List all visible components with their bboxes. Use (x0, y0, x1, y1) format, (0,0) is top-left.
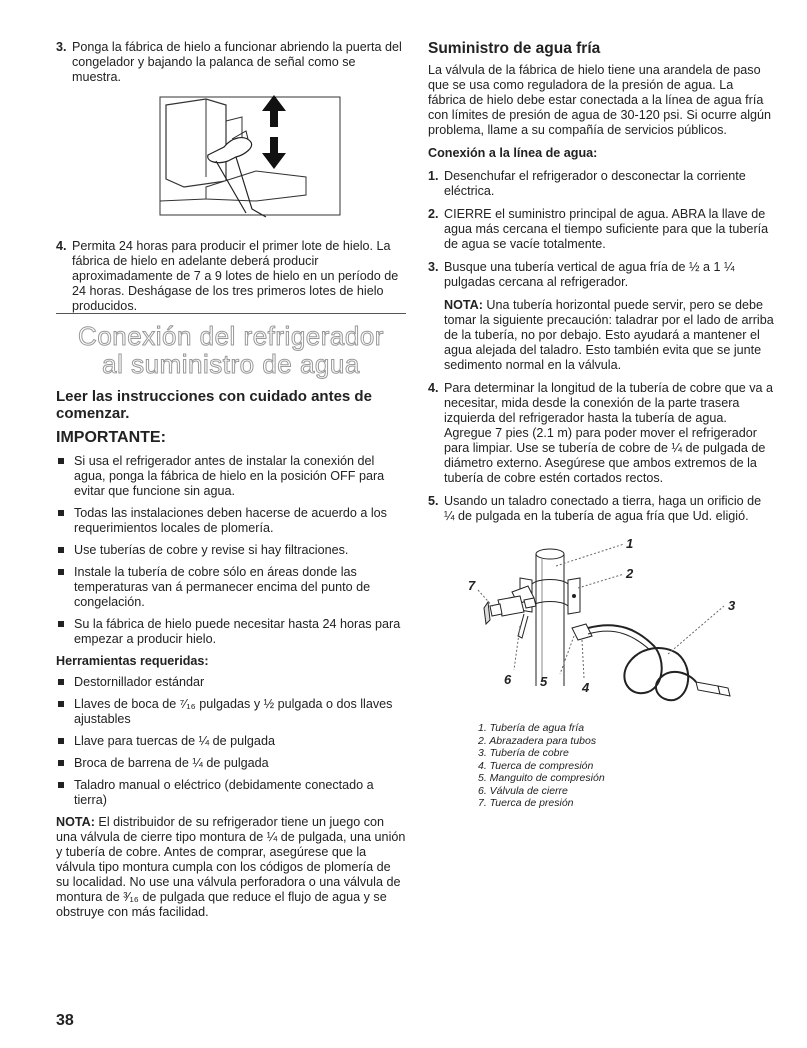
legend-item: 2. Abrazadera para tubos (478, 734, 597, 747)
note-text: El distribuidor de su refrigerador tiene un juego con una válvula de cierre tipo montura de ¼ de pulgada, una unión y tubería de cobre. Antes de comprar, asegúrese que la válvula tipo montura cumpla con los códigos de plomería de su localidad. No use una válvula perforadora o una válvula de montura de ³⁄₁₆ de pulgada que reduce el flujo de agua y se obstruye con más facilidad. (56, 815, 406, 919)
important-list (56, 454, 406, 647)
right-column (428, 40, 774, 810)
step-text: Para determinar la longitud de la tubería de cobre que va a necesitar, mida desde la conexión de la parte trasera izquierda del refrigerador hasta la tubería de agua. Agregue 7 pies (2.1 m) para poder mover el refrigerador para limpiar. Use se tubería de cobre de ¼ de pulgada de diámetro externo. Asegúrese que ambos extremos de la tubería de cobre estén cortados rectos. (444, 381, 774, 485)
read-instructions-heading: Leer las instrucciones con cuidado antes de comenzar. (56, 388, 372, 422)
cold-water-intro: La válvula de la fábrica de hielo tiene una arandela de paso que se usa como reguladora de la presión de agua. La fábrica de hielo debe estar conectada a la línea de agua fría con límites de presión de agua de 30-120 psi. Si ocurre algún problema, llame a su compañía de servicios públicos. (428, 63, 772, 137)
step-3-ice (56, 40, 406, 85)
tools-list (56, 675, 406, 808)
legend-item: 3. Tubería de cobre (478, 747, 569, 759)
section-divider (56, 313, 406, 314)
step-text: Desenchufar el refrigerador o desconectar la corriente eléctrica. (444, 169, 746, 198)
step-number: 3. (428, 260, 439, 274)
step-4-water (428, 381, 774, 486)
step-text: Permita 24 horas para producir el primer lote de hielo. La fábrica de hielo en adelante deberá producir aproximadamente de 7 a 9 lotes de hielo en un período de 24 horas. Deshágase de los tres primeros lotes de hielo producidos. (72, 239, 399, 313)
step-1-water (428, 169, 774, 199)
step-number: 4. (428, 381, 439, 395)
list-item: Destornillador estándar (56, 675, 406, 690)
callout-3: 3 (728, 598, 736, 613)
note-label: NOTA: (444, 298, 483, 312)
list-item: Si usa el refrigerador antes de instalar la conexión del agua, ponga la fábrica de hielo en la posición OFF para evitar que funcione sin agua. (56, 454, 406, 499)
connection-heading: Conexión a la línea de agua: (428, 146, 598, 160)
list-item: Use tuberías de cobre y revise si hay filtraciones. (56, 543, 406, 558)
valve-diagram (428, 536, 774, 716)
list-item: Su la fábrica de hielo puede necesitar hasta 24 horas para empezar a producir hielo. (56, 617, 406, 647)
important-heading: IMPORTANTE: (56, 429, 166, 446)
legend-item: 6. Válvula de cierre (478, 784, 568, 797)
step-text: Usando un taladro conectado a tierra, haga un orificio de ¼ de pulgada en la tubería de agua fría que Ud. eligió. (444, 494, 762, 523)
step-2-water (428, 207, 774, 252)
callout-2: 2 (626, 566, 634, 581)
step-3-water (428, 260, 774, 290)
legend-item: 4. Tuerca de compresión (478, 759, 594, 772)
section-title-line1: Conexión del refrigerador (78, 321, 384, 351)
section-title-line2: al suministro de agua (102, 349, 360, 379)
step-number: 3. (56, 40, 67, 54)
legend-item: 5. Manguito de compresión (478, 772, 605, 784)
page-number: 38 (56, 1012, 74, 1029)
step-text: Ponga la fábrica de hielo a funcionar abriendo la puerta del congelador y bajando la palanca de señal como se muestra. (72, 40, 402, 84)
legend-item: 1. Tubería de agua fría (478, 722, 585, 734)
ice-maker-illustration (56, 91, 406, 231)
list-item: Broca de barrena de ¼ de pulgada (56, 756, 406, 771)
note-label: NOTA: (56, 815, 95, 829)
note-text: Una tubería horizontal puede servir, pero se debe tomar la siguiente precaución: taladrar por el lado de arriba de la tubería, no por debajo. Esto ayudará a mantener el agua alejada del taladro. Esto también evita que se junte sedimento normal en la válvula. (444, 298, 774, 372)
step-number: 1. (428, 169, 439, 183)
step-4-ice (56, 239, 406, 314)
tools-note (56, 815, 406, 920)
left-column (56, 40, 406, 314)
left-section (56, 322, 406, 920)
water-note (444, 298, 774, 373)
step-number: 5. (428, 494, 439, 508)
list-item: Llave para tuercas de ¼ de pulgada (56, 734, 406, 749)
step-text: Busque una tubería vertical de agua fría de ½ a 1 ¼ pulgadas cercana al refrigerador. (444, 260, 735, 289)
step-number: 2. (428, 207, 439, 221)
callout-6: 6 (504, 672, 512, 687)
list-item: Instale la tubería de cobre sólo en áreas donde las temperaturas van á permanecer encima del punto de congelación. (56, 565, 406, 610)
tools-heading: Herramientas requeridas: (56, 654, 209, 668)
section-title (56, 322, 406, 378)
list-item: Llaves de boca de ⁷⁄₁₆ pulgadas y ½ pulgada o dos llaves ajustables (56, 697, 406, 727)
legend-item: 7. Tuerca de presión (478, 797, 574, 809)
step-5-water (428, 494, 774, 524)
callout-1: 1 (626, 536, 634, 551)
cold-water-heading: Suministro de agua fría (428, 40, 601, 57)
list-item: Todas las instalaciones deben hacerse de acuerdo a los requerimientos locales de plomería. (56, 506, 406, 536)
callout-7: 7 (468, 578, 476, 593)
step-number: 4. (56, 239, 67, 253)
callout-5: 5 (540, 674, 548, 689)
diagram-legend (478, 722, 774, 810)
list-item: Taladro manual o eléctrico (debidamente conectado a tierra) (56, 778, 406, 808)
step-text: CIERRE el suministro principal de agua. ABRA la llave de agua más cercana el tiempo suficiente para que la tubería de agua se vacíe totalmente. (444, 207, 769, 251)
callout-4: 4 (582, 680, 590, 695)
